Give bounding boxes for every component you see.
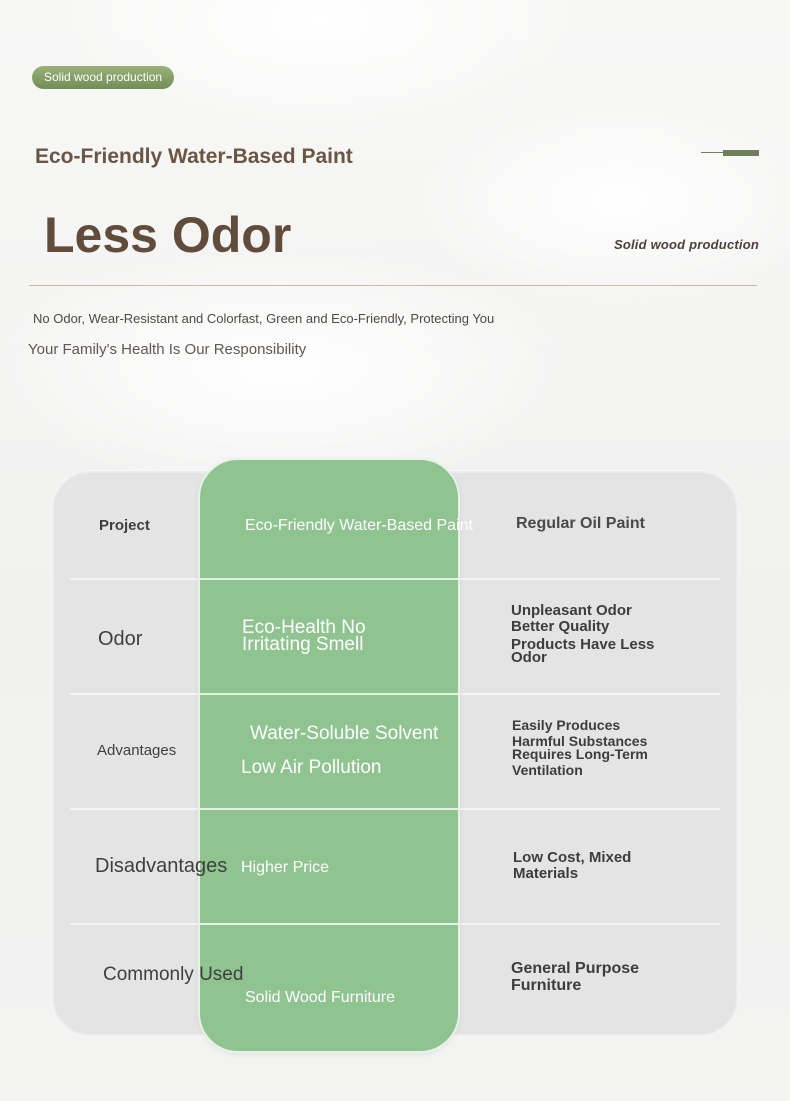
column-divider [200,693,458,695]
water-based-advantages-line-2: Low Air Pollution [241,757,382,778]
description-line-2: Your Family's Health Is Our Responsibility [28,341,307,358]
water-based-commonly-used: Solid Wood Furniture [245,989,395,1006]
description-line-1: No Odor, Wear-Resistant and Colorfast, Green and Eco-Friendly, Protecting You [33,311,495,326]
page-title: Less Odor [44,207,292,263]
divider [29,285,757,286]
row-label-advantages: Advantages [97,742,177,759]
oil-paint-project: Regular Oil Paint [516,515,645,532]
row-label-commonly-used: Commonly Used [103,964,244,985]
category-tag: Solid wood production [32,66,174,89]
decorative-line [701,152,723,153]
oil-paint-advantages-line-2: Harmful Substances [512,733,648,749]
oil-paint-odor-line-3: Products Have Less [511,636,655,653]
oil-paint-commonly-used-line-2: Furniture [511,977,582,994]
oil-paint-advantages-line-1: Easily Produces [512,717,621,733]
row-label-odor: Odor [98,628,143,650]
oil-paint-disadvantages-line-2: Materials [513,865,579,882]
water-based-advantages-line-1: Water-Soluble Solvent [250,723,439,744]
oil-paint-odor-line-2: Better Quality [511,618,610,635]
column-divider [200,808,458,810]
water-based-disadvantages: Higher Price [241,859,330,876]
oil-paint-advantages-line-4: Ventilation [512,762,583,778]
oil-paint-odor-line-4: Odor [511,649,547,666]
column-divider [200,923,458,925]
row-label-project: Project [99,517,150,534]
oil-paint-advantages-line-3: Requires Long-Term [512,746,648,762]
column-divider [200,578,458,580]
water-based-odor-line-2: Irritating Smell [242,634,364,655]
oil-paint-commonly-used-line-1: General Purpose [511,960,640,977]
oil-paint-odor-line-1: Unpleasant Odor [511,602,632,619]
water-based-project: Eco-Friendly Water-Based Paint [245,517,473,534]
section-subtitle: Eco-Friendly Water-Based Paint [35,145,353,168]
row-label-disadvantages: Disadvantages [95,855,228,877]
water-based-odor-line-1: Eco-Health No [242,617,366,638]
oil-paint-disadvantages-line-1: Low Cost, Mixed [513,849,632,866]
side-label: Solid wood production [613,237,759,252]
decorative-bar [723,150,759,156]
